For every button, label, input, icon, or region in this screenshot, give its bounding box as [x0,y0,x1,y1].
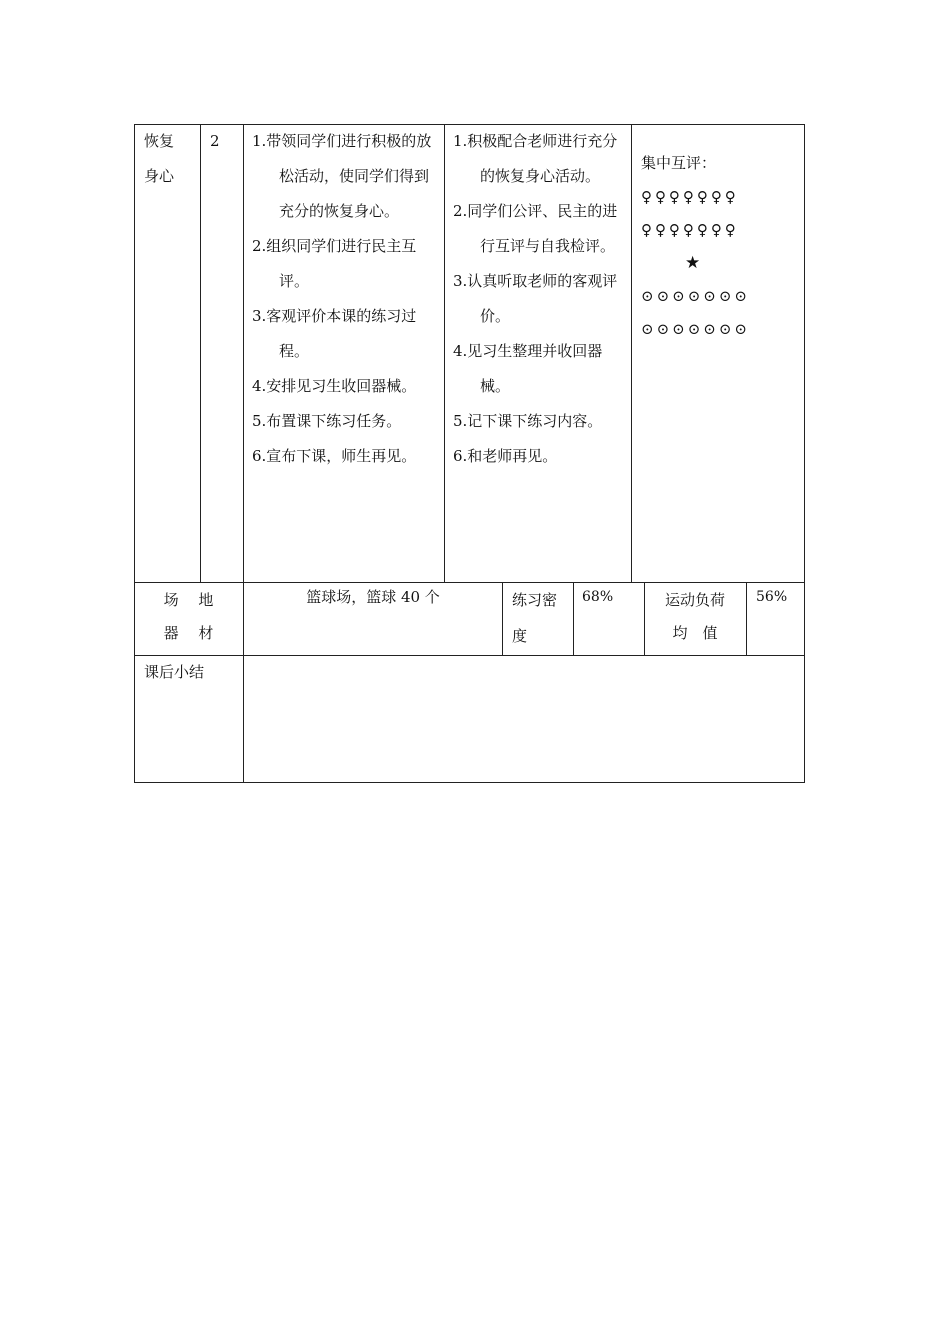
density-label-cell [512,582,568,654]
venue-label-line2: 器 材 [163,624,214,642]
teacher-activity-4: 4.安排见习生收回器械。 [252,377,417,395]
teacher-activity-2: 2.组织同学们进行民主互评。 [252,237,417,290]
formation-row-3: ⊙⊙⊙⊙⊙⊙⊙ [641,287,750,305]
minutes-cell [210,124,238,159]
section-name-line1: 恢复 [144,132,175,150]
formation-cell [641,146,801,346]
section-name-cell [144,124,196,194]
load-label-line1: 运动负荷 [664,591,725,609]
density-label: 练习密度 [512,591,558,645]
lesson-plan-table [134,124,805,783]
load-value-cell [756,582,802,610]
formation-row-4: ⊙⊙⊙⊙⊙⊙⊙ [641,320,750,338]
equipment-cell [244,582,502,610]
venue-label-cell [134,582,243,650]
teacher-activities-cell [252,124,438,474]
load-label-line2: 均 值 [672,624,718,642]
load-value: 56% [756,589,788,605]
section-name-line2: 身心 [144,167,175,185]
student-activity-6: 6.和老师再见。 [453,447,558,465]
student-activity-3: 3.认真听取老师的客观评价。 [453,272,618,325]
density-value-cell [582,582,638,610]
formation-row-1: ♀♀♀♀♀♀♀ [641,188,739,206]
teacher-activity-3: 3.客观评价本课的练习过程。 [252,307,417,360]
teacher-activity-1: 1.带领同学们进行积极的放松活动，使同学们得到充分的恢复身心。 [252,132,432,220]
student-activity-5: 5.记下课下练习内容。 [453,412,603,430]
teacher-activity-6: 6.宣布下课，师生再见。 [252,447,417,465]
student-activity-1: 1.积极配合老师进行充分的恢复身心活动。 [453,132,618,185]
formation-row-2: ♀♀♀♀♀♀♀ [641,221,739,239]
load-label-cell [647,582,743,650]
minutes-value: 2 [210,132,220,150]
venue-label-line1: 场 地 [163,591,214,609]
teacher-activity-5: 5.布置课下练习任务。 [252,412,402,430]
summary-content-cell [254,655,794,775]
student-activities-cell [453,124,625,474]
student-activity-2: 2.同学们公评、民主的进行互评与自我检评。 [453,202,618,255]
teacher-star-icon: ★ [685,253,701,273]
summary-label: 课后小结 [144,663,205,681]
summary-label-cell [144,655,240,690]
density-value: 68% [582,589,614,605]
equipment-text: 篮球场，篮球 40 个 [306,588,440,606]
student-activity-4: 4.见习生整理并收回器械。 [453,342,603,395]
formation-title: 集中互评： [641,154,717,172]
